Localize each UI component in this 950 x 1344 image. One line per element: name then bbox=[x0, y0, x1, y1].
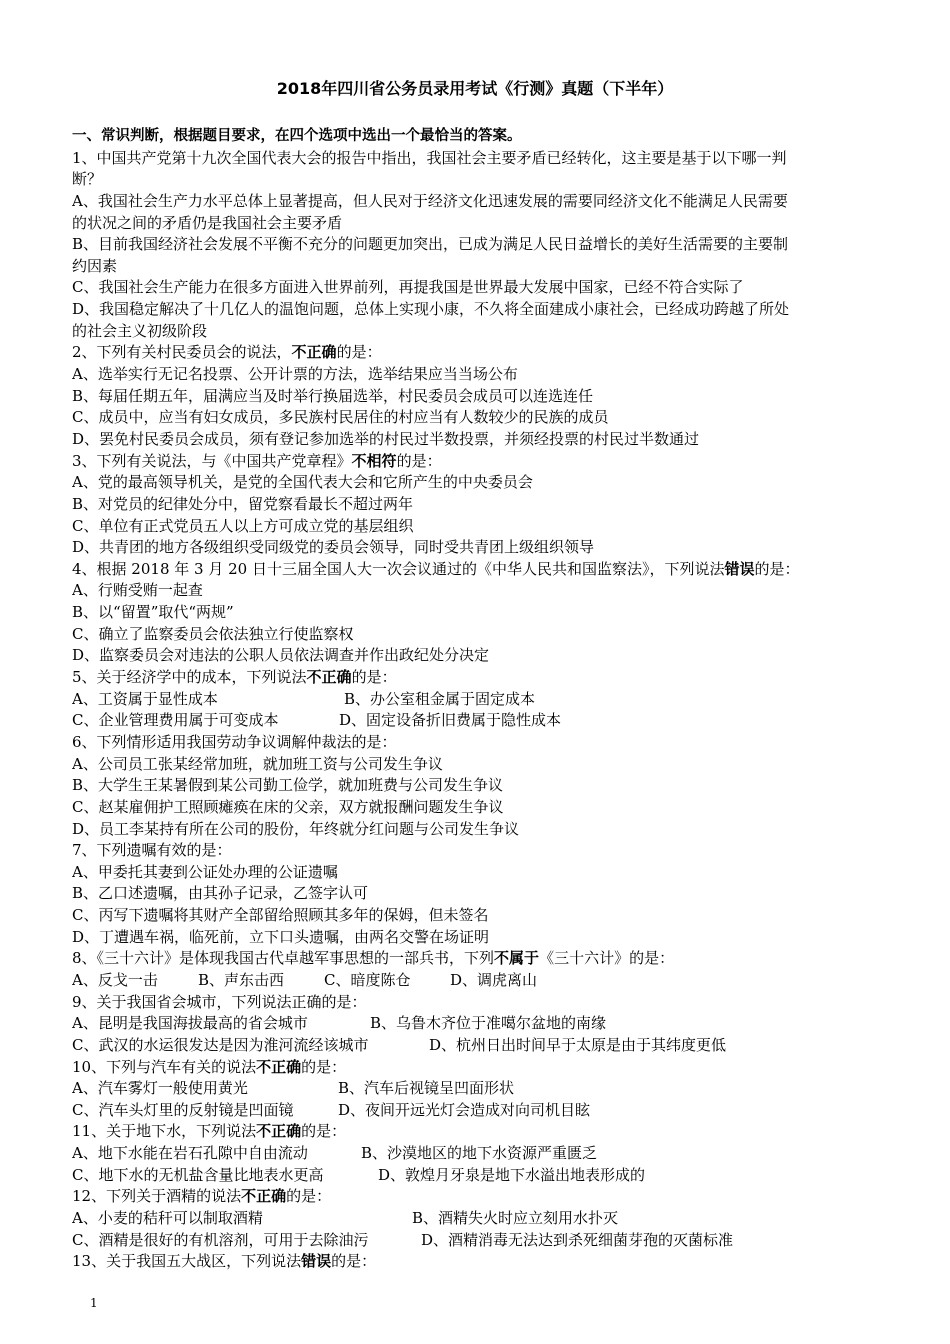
q7-option-b: B、乙口述遗嘱，由其孙子记录，乙签字认可 bbox=[72, 884, 369, 903]
q4-option-b: B、以“留置”取代“两规” bbox=[72, 603, 234, 622]
q10-option-a: A、汽车雾灯一般使用黄光 bbox=[72, 1079, 248, 1098]
emphasis: 错误 bbox=[724, 559, 755, 578]
q1-option-d-line1: D、我国稳定解决了十几亿人的温饱问题，总体上实现小康，不久将全面建成小康社会，已经成功跨越了所处 bbox=[72, 300, 790, 319]
q6-stem: 6、下列情形适用我国劳动争议调解仲裁法的是： bbox=[72, 732, 397, 751]
q8-options bbox=[72, 970, 872, 992]
q2-option-c: C、成员中，应当有妇女成员，多民族村民居住的村应当有人数较少的民族的成员 bbox=[72, 408, 609, 427]
q3-option-d: D、共青团的地方各级组织受同级党的委员会领导，同时受共青团上级组织领导 bbox=[72, 538, 595, 557]
q12-option-b: B、酒精失火时应立刻用水扑灭 bbox=[412, 1209, 619, 1228]
q5-options-cd bbox=[72, 710, 872, 732]
q1-option-b-line1: B、目前我国经济社会发展不平衡不充分的问题更加突出，已成为满足人民日益增长的美好生活需要的主要制 bbox=[72, 235, 789, 254]
page-number: 1 bbox=[90, 1296, 98, 1310]
q11-stem: 11、关于地下水，下列说法不正确的是： bbox=[72, 1122, 347, 1141]
document-title: 2018年四川省公务员录用考试《行测》真题（下半年） bbox=[276, 79, 674, 98]
q11-options-ab bbox=[72, 1143, 872, 1165]
q13-stem: 13、关于我国五大战区，下列说法错误的是： bbox=[72, 1252, 377, 1271]
q11-option-a: A、地下水能在岩石孔隙中自由流动 bbox=[72, 1144, 308, 1163]
q8-option-a: A、反戈一击 bbox=[72, 970, 158, 989]
q7-option-a: A、甲委托其妻到公证处办理的公证遗嘱 bbox=[72, 862, 338, 881]
q5-option-a: A、工资属于显性成本 bbox=[72, 689, 218, 708]
section-heading: 一、常识判断，根据题目要求，在四个选项中选出一个最恰当的答案。 bbox=[72, 128, 522, 144]
q8-option-c: C、暗度陈仓 bbox=[324, 970, 411, 989]
q5-options-ab bbox=[72, 689, 872, 711]
q9-options-ab bbox=[72, 1013, 872, 1035]
emphasis: 不属于 bbox=[494, 949, 540, 968]
q11-option-b: B、沙漠地区的地下水资源严重匮乏 bbox=[361, 1144, 598, 1163]
q5-option-c: C、企业管理费用属于可变成本 bbox=[72, 711, 279, 730]
q7-option-c: C、丙写下遗嘱将其财产全部留给照顾其多年的保姆，但未签名 bbox=[72, 906, 489, 925]
q7-stem: 7、下列遗嘱有效的是： bbox=[72, 841, 232, 860]
q9-option-a: A、昆明是我国海拔最高的省会城市 bbox=[72, 1014, 308, 1033]
emphasis: 不正确 bbox=[306, 668, 352, 687]
q10-option-b: B、汽车后视镜呈凹面形状 bbox=[338, 1079, 515, 1098]
q1-option-c: C、我国社会生产能力在很多方面进入世界前列，再提我国是世界最大发展中国家，已经不符合实际了 bbox=[72, 278, 744, 297]
q11-option-c: C、地下水的无机盐含量比地表水更高 bbox=[72, 1165, 324, 1184]
q3-stem: 3、下列有关说法，与《中国共产党章程》不相符的是： bbox=[72, 451, 442, 470]
q12-options-ab bbox=[72, 1208, 872, 1230]
q12-stem: 12、下列关于酒精的说法不正确的是： bbox=[72, 1187, 332, 1206]
q4-option-c: C、确立了监察委员会依法独立行使监察权 bbox=[72, 624, 354, 643]
q10-option-d: D、夜间开远光灯会造成对向司机目眩 bbox=[338, 1100, 591, 1119]
emphasis: 不正确 bbox=[291, 343, 337, 362]
q3-option-c: C、单位有正式党员五人以上方可成立党的基层组织 bbox=[72, 516, 414, 535]
q9-option-b: B、乌鲁木齐位于准噶尔盆地的南缘 bbox=[370, 1014, 607, 1033]
q8-stem: 8、《三十六计》是体现我国古代卓越军事思想的一部兵书，下列不属于《三十六计》的是： bbox=[72, 949, 675, 968]
q3-option-b: B、对党员的纪律处分中，留党察看最长不超过两年 bbox=[72, 494, 414, 513]
q1-option-a-line1: A、我国社会生产力水平总体上显著提高，但人民对于经济文化迅速发展的需要同经济文化不能满足人民需要 bbox=[72, 191, 788, 210]
q6-option-d: D、员工李某持有所在公司的股份，年终就分红问题与公司发生争议 bbox=[72, 819, 520, 838]
q1-stem-line2: 断？ bbox=[72, 170, 103, 189]
emphasis: 不相符 bbox=[351, 451, 397, 470]
question-list bbox=[72, 126, 872, 1273]
q6-option-a: A、公司员工张某经常加班，就加班工资与公司发生争议 bbox=[72, 754, 443, 773]
q12-option-c: C、酒精是很好的有机溶剂，可用于去除油污 bbox=[72, 1230, 369, 1249]
q7-option-d: D、丁遭遇车祸，临死前，立下口头遗嘱，由两名交警在场证明 bbox=[72, 927, 490, 946]
q9-stem: 9、关于我国省会城市，下列说法正确的是： bbox=[72, 992, 367, 1011]
q4-option-d: D、监察委员会对违法的公职人员依法调查并作出政纪处分决定 bbox=[72, 646, 490, 665]
q3-option-a: A、党的最高领导机关，是党的全国代表大会和它所产生的中央委员会 bbox=[72, 473, 533, 492]
q9-options-cd bbox=[72, 1035, 872, 1057]
emphasis: 不正确 bbox=[256, 1057, 302, 1076]
q12-option-d: D、酒精消毒无法达到杀死细菌芽孢的灭菌标准 bbox=[421, 1230, 734, 1249]
q2-option-a: A、选举实行无记名投票、公开计票的方法，选举结果应当当场公布 bbox=[72, 365, 518, 384]
q11-options-cd bbox=[72, 1165, 872, 1187]
q4-option-a: A、行贿受贿一起查 bbox=[72, 581, 203, 600]
q1-stem-line1: 1、中国共产党第十九次全国代表大会的报告中指出，我国社会主要矛盾已经转化，这主要是基于以下哪一判 bbox=[72, 148, 787, 167]
q12-options-cd bbox=[72, 1230, 872, 1252]
q8-option-d: D、调虎离山 bbox=[450, 970, 538, 989]
emphasis: 错误 bbox=[301, 1252, 332, 1271]
q6-option-b: B、大学生王某暑假到某公司勤工俭学，就加班费与公司发生争议 bbox=[72, 776, 504, 795]
q9-option-c: C、武汉的水运很发达是因为淮河流经该城市 bbox=[72, 1035, 369, 1054]
q12-option-a: A、小麦的秸秆可以制取酒精 bbox=[72, 1209, 263, 1228]
emphasis: 不正确 bbox=[241, 1187, 287, 1206]
q10-options-cd bbox=[72, 1100, 872, 1122]
q8-option-b: B、声东击西 bbox=[198, 970, 285, 989]
emphasis: 不正确 bbox=[256, 1122, 302, 1141]
q10-option-c: C、汽车头灯里的反射镜是凹面镜 bbox=[72, 1100, 294, 1119]
q6-option-c: C、赵某雇佣护工照顾瘫痪在床的父亲，双方就报酬问题发生争议 bbox=[72, 797, 504, 816]
q1-option-b-line2: 约因素 bbox=[72, 256, 118, 275]
q11-option-d: D、敦煌月牙泉是地下水溢出地表形成的 bbox=[378, 1165, 646, 1184]
q4-stem: 4、根据 2018 年 3 月 20 日十三届全国人大一次会议通过的《中华人民共和国监察法》，下列说法错误的是： bbox=[72, 559, 800, 578]
q1-option-a-line2: 的状况之间的矛盾仍是我国社会主要矛盾 bbox=[72, 213, 343, 232]
q5-option-b: B、办公室租金属于固定成本 bbox=[344, 689, 536, 708]
q10-stem: 10、下列与汽车有关的说法不正确的是： bbox=[72, 1057, 347, 1076]
q1-option-d-line2: 的社会主义初级阶段 bbox=[72, 321, 208, 340]
q2-stem: 2、下列有关村民委员会的说法，不正确的是： bbox=[72, 343, 382, 362]
q5-option-d: D、固定设备折旧费属于隐性成本 bbox=[339, 711, 562, 730]
q10-options-ab bbox=[72, 1078, 872, 1100]
q5-stem: 5、关于经济学中的成本，下列说法不正确的是： bbox=[72, 668, 397, 687]
q2-option-b: B、每届任期五年，届满应当及时举行换届选举，村民委员会成员可以连选连任 bbox=[72, 386, 594, 405]
q2-option-d: D、罢免村民委员会成员，须有登记参加选举的村民过半数投票，并须经投票的村民过半数通过 bbox=[72, 429, 700, 448]
q9-option-d: D、杭州日出时间早于太原是由于其纬度更低 bbox=[429, 1035, 727, 1054]
